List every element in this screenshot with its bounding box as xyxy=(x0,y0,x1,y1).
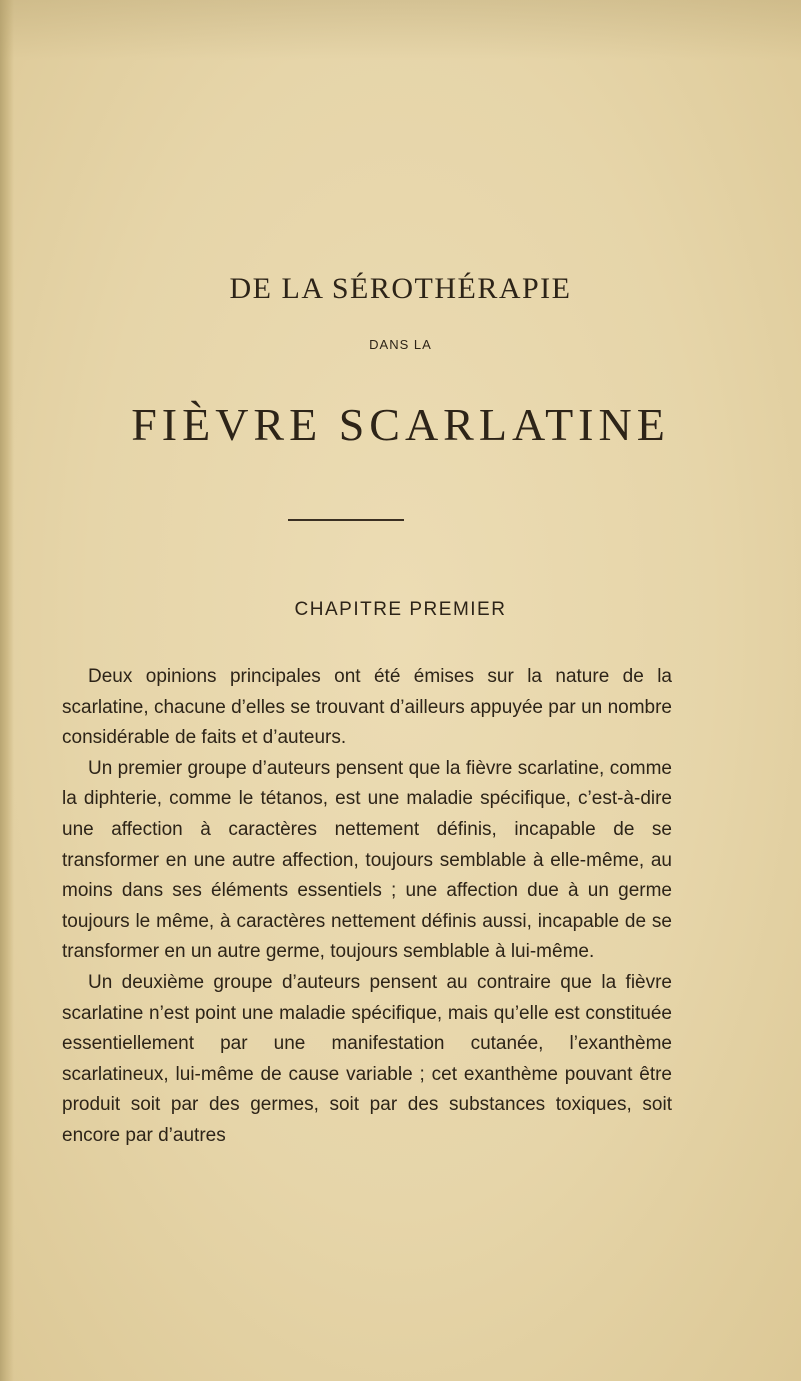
body-text xyxy=(62,662,672,1152)
page-top-shade xyxy=(0,0,801,60)
title-line-1: DE LA SÉROTHÉRAPIE xyxy=(229,272,572,305)
title-line-3: FIÈVRE SCARLATINE xyxy=(131,399,670,450)
paragraph-3: Un deuxième groupe d’auteurs pensent au contraire que la fièvre scarlatine n’est point une maladie spécifique, mais qu’elle est constituée essentiellement par une manifestation cutanée, l’exanthème scarlatineux, lui-même de cause variable ; cet exanthème pouvant être produit soit par des germes, soit par des substances toxiques, soit encore par d’autres xyxy=(62,971,672,1146)
paragraph-2: Un premier groupe d’auteurs pensent que la fièvre scarlatine, comme la diphterie, comme le tétanos, est une maladie spécifique, c’est-à-dire une affection à caractères nettement définis, incapable de se transformer en une autre affection, toujours semblable à elle-même, au moins dans ses éléments essentiels ; une affection due à un germe toujours le même, à caractères nettement définis aussi, incapable de se transformer en un autre germe, toujours semblable à lui-même. xyxy=(62,757,672,963)
title-divider-rule xyxy=(288,519,404,521)
page-binding-edge xyxy=(0,0,14,1381)
title-line-2: DANS LA xyxy=(369,337,432,352)
paragraph-1: Deux opinions principales ont été émises sur la nature de la scarlatine, chacune d’elles se trouvant d’ailleurs appuyée par un nombre considérable de faits et d’auteurs. xyxy=(62,666,672,749)
chapter-heading: CHAPITRE PREMIER xyxy=(294,599,507,620)
